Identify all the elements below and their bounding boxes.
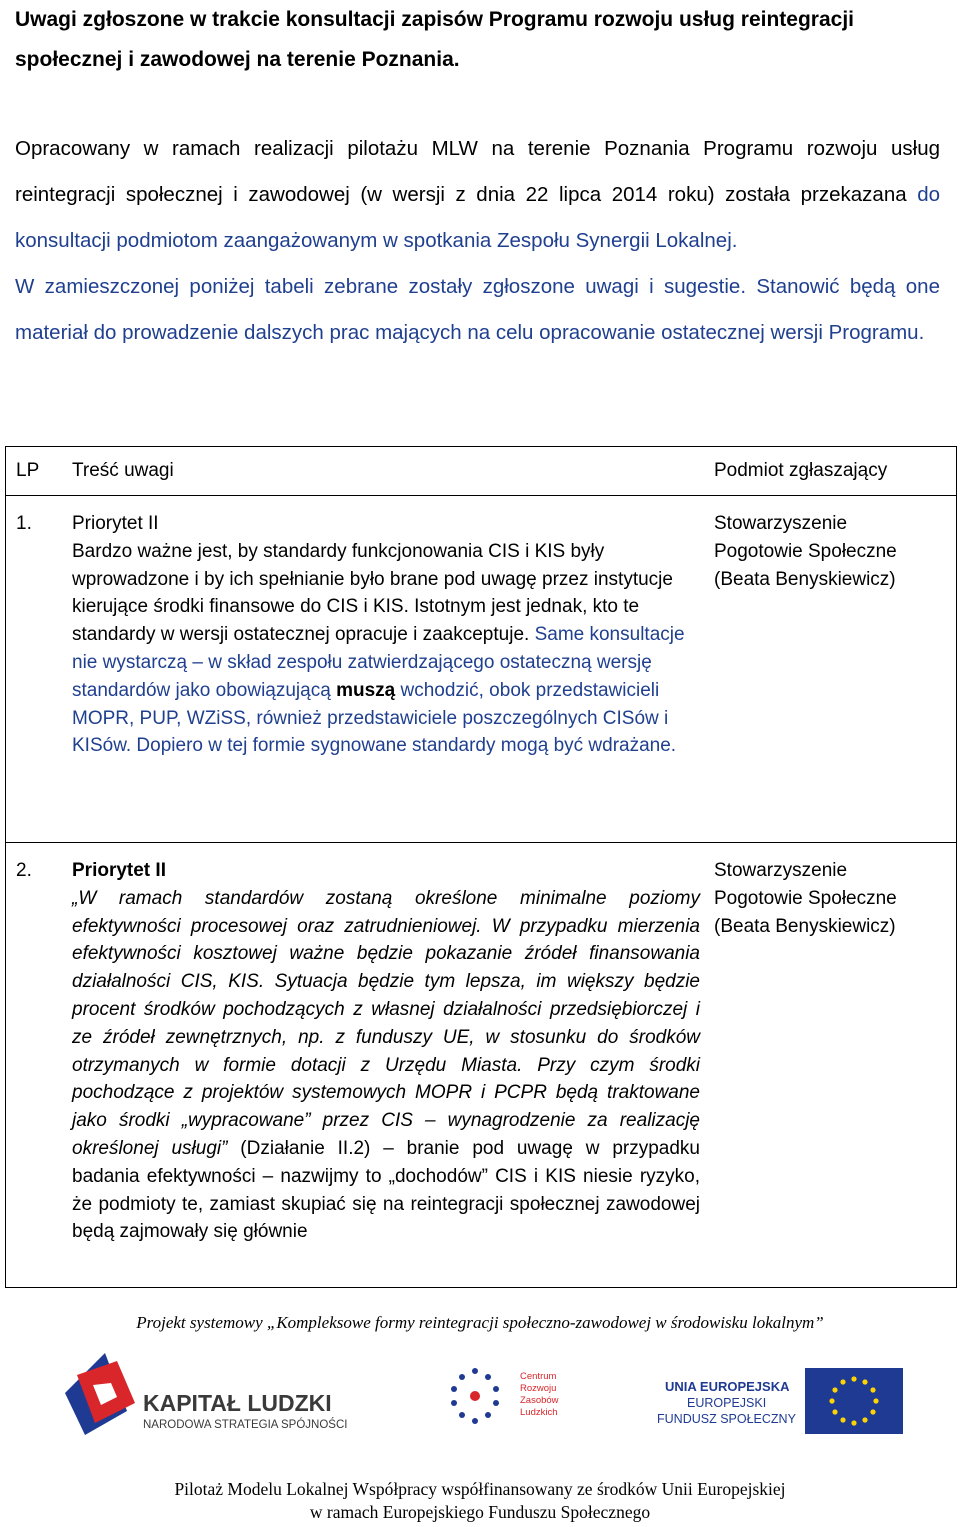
row-text-part: Same konsultacje nie wystarczą – w skład zespołu zatwierdzającego ostateczną wersję standardów jako obowiązującą (72, 624, 685, 701)
kl-logo-line1: KAPITAŁ LUDZKI (143, 1390, 332, 1416)
kapital-ludzki-logo (65, 1353, 375, 1443)
entity-line: (Beata Benyskiewicz) (714, 915, 896, 937)
header-lp: LP (6, 447, 73, 496)
row-text (72, 885, 700, 1246)
eu-esf-logo (655, 1363, 910, 1438)
intro-section (15, 126, 940, 356)
intro-paragraph-1 (15, 126, 940, 264)
intro-text-2: do konsultacji podmiotom zaangażowanym w spotkania Zespołu Synergii Lokalnej. (15, 183, 940, 252)
eu-logo-line2: EUROPEJSKI (687, 1396, 767, 1410)
eu-logo-line3: FUNDUSZ SPOŁECZNY (657, 1412, 796, 1426)
row-text-part: wchodzić, obok przedstawicieli MOPR, PUP, WZiSS, również przedstawiciele poszczególnych CISów i KISów. Dopiero w tej formie sygnowane standardy mogą być wdrażane. (72, 679, 677, 757)
row-heading: Priorytet II (72, 860, 166, 881)
row-text-bold: muszą (336, 679, 396, 701)
entity-line: Pogotowie Społeczne (714, 887, 897, 909)
entity-line: (Beata Benyskiewicz) (714, 568, 896, 590)
entity-line: Pogotowie Społeczne (714, 540, 897, 562)
row-lp: 1. (6, 496, 73, 843)
row-entity (712, 843, 957, 1288)
header-entity: Podmiot zgłaszający (712, 447, 957, 496)
eu-logo-line1: UNIA EUROPEJSKA (665, 1379, 790, 1394)
row-text (72, 538, 700, 760)
row-entity (712, 496, 957, 843)
header-content: Treść uwagi (72, 447, 712, 496)
row-heading: Priorytet II (72, 513, 159, 534)
intro-paragraph-2: W zamieszczonej poniżej tabeli zebrane zostały zgłoszone uwagi i sugestie. Stanowić będą one materiał do prowadzenie dalszych prac mających na celu opracowanie ostatecznej wersji Programu. (15, 275, 940, 344)
czl-logo (440, 1363, 590, 1433)
footer-funding-line: Pilotaż Modelu Lokalnej Współpracy współfinansowany ze środków Unii Europejskiej (174, 1479, 786, 1499)
row-content (72, 843, 712, 1288)
table-row (6, 843, 957, 1288)
kl-logo-line2: NARODOWA STRATEGIA SPÓJNOŚCI (143, 1419, 348, 1431)
czl-text-line: Zasobów (520, 1395, 559, 1406)
footer-funding-note (0, 1478, 960, 1524)
row-lp: 2. (6, 843, 73, 1288)
row-text-part: Bardzo ważne jest, by standardy funkcjonowania CIS i KIS były wprowadzone i by ich spełnianie było brane pod uwagę przez instytucje kierujące środki finansowe do CIS i KIS. Istotnym jest jednak, kto te standardy w wersji ostatecznej opracuje i zaakceptuje. (72, 540, 673, 646)
table-row (6, 496, 957, 843)
entity-line: Stowarzyszenie (714, 513, 848, 534)
czl-text-line: Centrum (520, 1371, 557, 1382)
table-header-row (6, 447, 957, 496)
row-content (72, 496, 712, 843)
row-text-quote: „W ramach standardów zostaną określone minimalne poziomy efektywności procesowej oraz zatrudnieniowej. W przypadku mierzenia efektywności kosztowej ważne będzie pokazanie źródeł finansowania działalności CIS, KIS. Sytuacja będzie tym lepsza, im większy będzie procent środków pochodzących z własnej działalności przedsiębiorczej i ze źródeł zewnętrznych, np. z funduszy UE, w stosunku do środków otrzymanych w formie dotacji z Urzędu Miasta. Przy czym środki pochodzące z projektów systemowych MOPR i PCPR będą traktowane jako środki „wypracowane” przez CIS – wynagrodzenie za realizację określonej usługi” (72, 887, 700, 1159)
czl-text-line: Rozwoju (520, 1383, 557, 1394)
document-title: Uwagi zgłoszone w trakcie konsultacji zapisów Programu rozwoju usług reintegracji społecznej i zawodowej na terenie Poznania. (15, 8, 855, 71)
intro-text-1: Opracowany w ramach realizacji pilotażu MLW na terenie Poznania Programu rozwoju usług reintegracji społecznej i zawodowej (w wersji z dnia 22 lipca 2014 roku) została przekazana (15, 137, 940, 206)
comments-table (5, 446, 957, 1288)
row-text-part: (Działanie II.2) – branie pod uwagę w przypadku badania efektywności – nazwijmy to „dochodów” CIS i KIS niesie ryzyko, że podmioty te, zamiast skupiać się na reintegracji społecznej zawodowej będą zajmowały się głównie (72, 1137, 700, 1243)
czl-center-dot (470, 1391, 480, 1401)
entity-line: Stowarzyszenie (714, 860, 848, 881)
footer-project-title: Projekt systemowy „Kompleksowe formy reintegracji społeczno-zawodowej w środowisku lokalnym” (136, 1313, 824, 1332)
czl-text-line: Ludzkich (520, 1407, 558, 1418)
footer-funding-line: w ramach Europejskiego Funduszu Społecznego (309, 1502, 651, 1522)
